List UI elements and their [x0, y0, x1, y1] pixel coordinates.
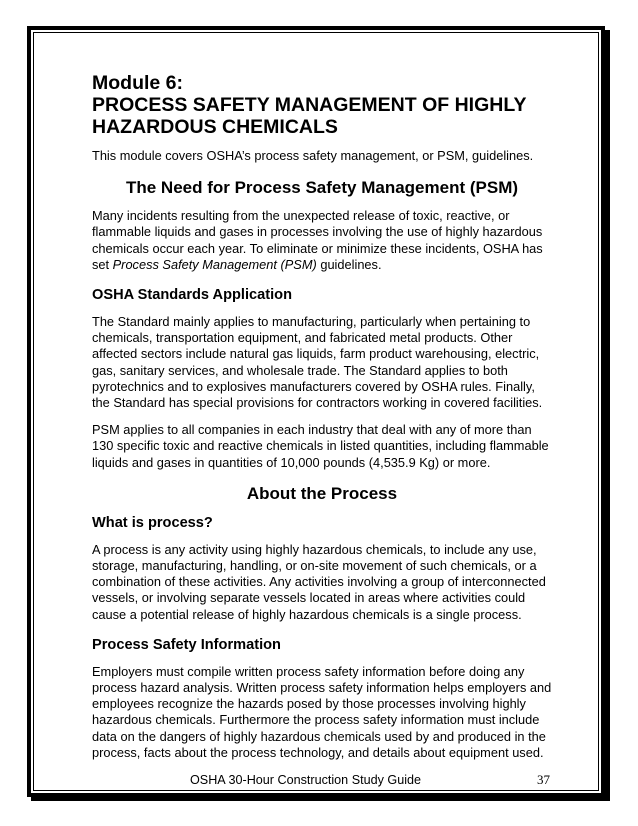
standards-paragraph-1: The Standard mainly applies to manufacturing, particularly when pertaining to chemicals, transportation equipment, and fabricated metal products. Other affected sectors include natural gas liquids, farm product warehousing, electric, gas, sanitary services, and wholesale trade. The Standard applies to both pyrotechnics and to explosives manufacturers covered by OSHA rules. Finally, the Standard has special provisions for contractors working in covered facilities.: [92, 314, 543, 411]
standards-paragraph-2: PSM applies to all companies in each industry that deal with any of more than 130 specific toxic and reactive chemicals in listed quantities, including flammable liquids and gases in quantities of 10,000 pounds (4,535.9 Kg) or more.: [92, 422, 549, 470]
heading-what-is-process: What is process?: [92, 514, 213, 531]
heading-about-process: About the Process: [246, 483, 398, 503]
module-title-line-2: HAZARDOUS CHEMICALS: [92, 116, 338, 138]
module-number: Module 6:: [92, 72, 183, 94]
footer-guide-title: OSHA 30-Hour Construction Study Guide: [190, 773, 421, 787]
need-text-a: Many incidents resulting from the unexpected release of toxic, reactive, or flammable liquids and gases in processes involving the use of highly hazardous chemicals occur each year. To eliminate or minimize these incidents, OSHA has set: [92, 208, 543, 272]
need-paragraph: [92, 208, 552, 273]
safety-information-paragraph: Employers must compile written process safety information before doing any process hazard analysis. Written process safety information helps employers and employees recognize the hazards posed by those processes involving highly hazardous chemicals. Furthermore the process safety information must include data on the dangers of highly hazardous chemicals used by and produced in the process, facts about the process technology, and details about equipment used.: [92, 663, 552, 760]
page-border-shadow-right: [605, 30, 610, 801]
heading-standards-application: OSHA Standards Application: [92, 287, 293, 304]
process-paragraph: A process is any activity using highly hazardous chemicals, to include any use, storage, manufacturing, handling, or on-site movement of such chemicals, or a combination of these activities. Any activities involving a group of interconnected vessels, or involving separate vessels located in areas where activities could cause a potential release of highly hazardous chemicals is a single process.: [92, 541, 546, 622]
page-footer: [92, 772, 552, 788]
heading-need-for-psm: The Need for Process Safety Management (PSM): [125, 178, 519, 198]
heading-process-safety-information: Process Safety Information: [92, 636, 281, 653]
module-title: [92, 72, 552, 138]
page-border-shadow-bottom: [31, 797, 610, 801]
need-text-b: guidelines.: [316, 256, 382, 272]
need-text-emphasis: Process Safety Management (PSM): [112, 256, 317, 272]
module-title-line-1: PROCESS SAFETY MANAGEMENT OF HIGHLY: [92, 94, 527, 116]
intro-paragraph: This module covers OSHA’s process safety management, or PSM, guidelines.: [92, 148, 534, 163]
page-number: 37: [537, 772, 550, 787]
page-content: [92, 72, 552, 761]
